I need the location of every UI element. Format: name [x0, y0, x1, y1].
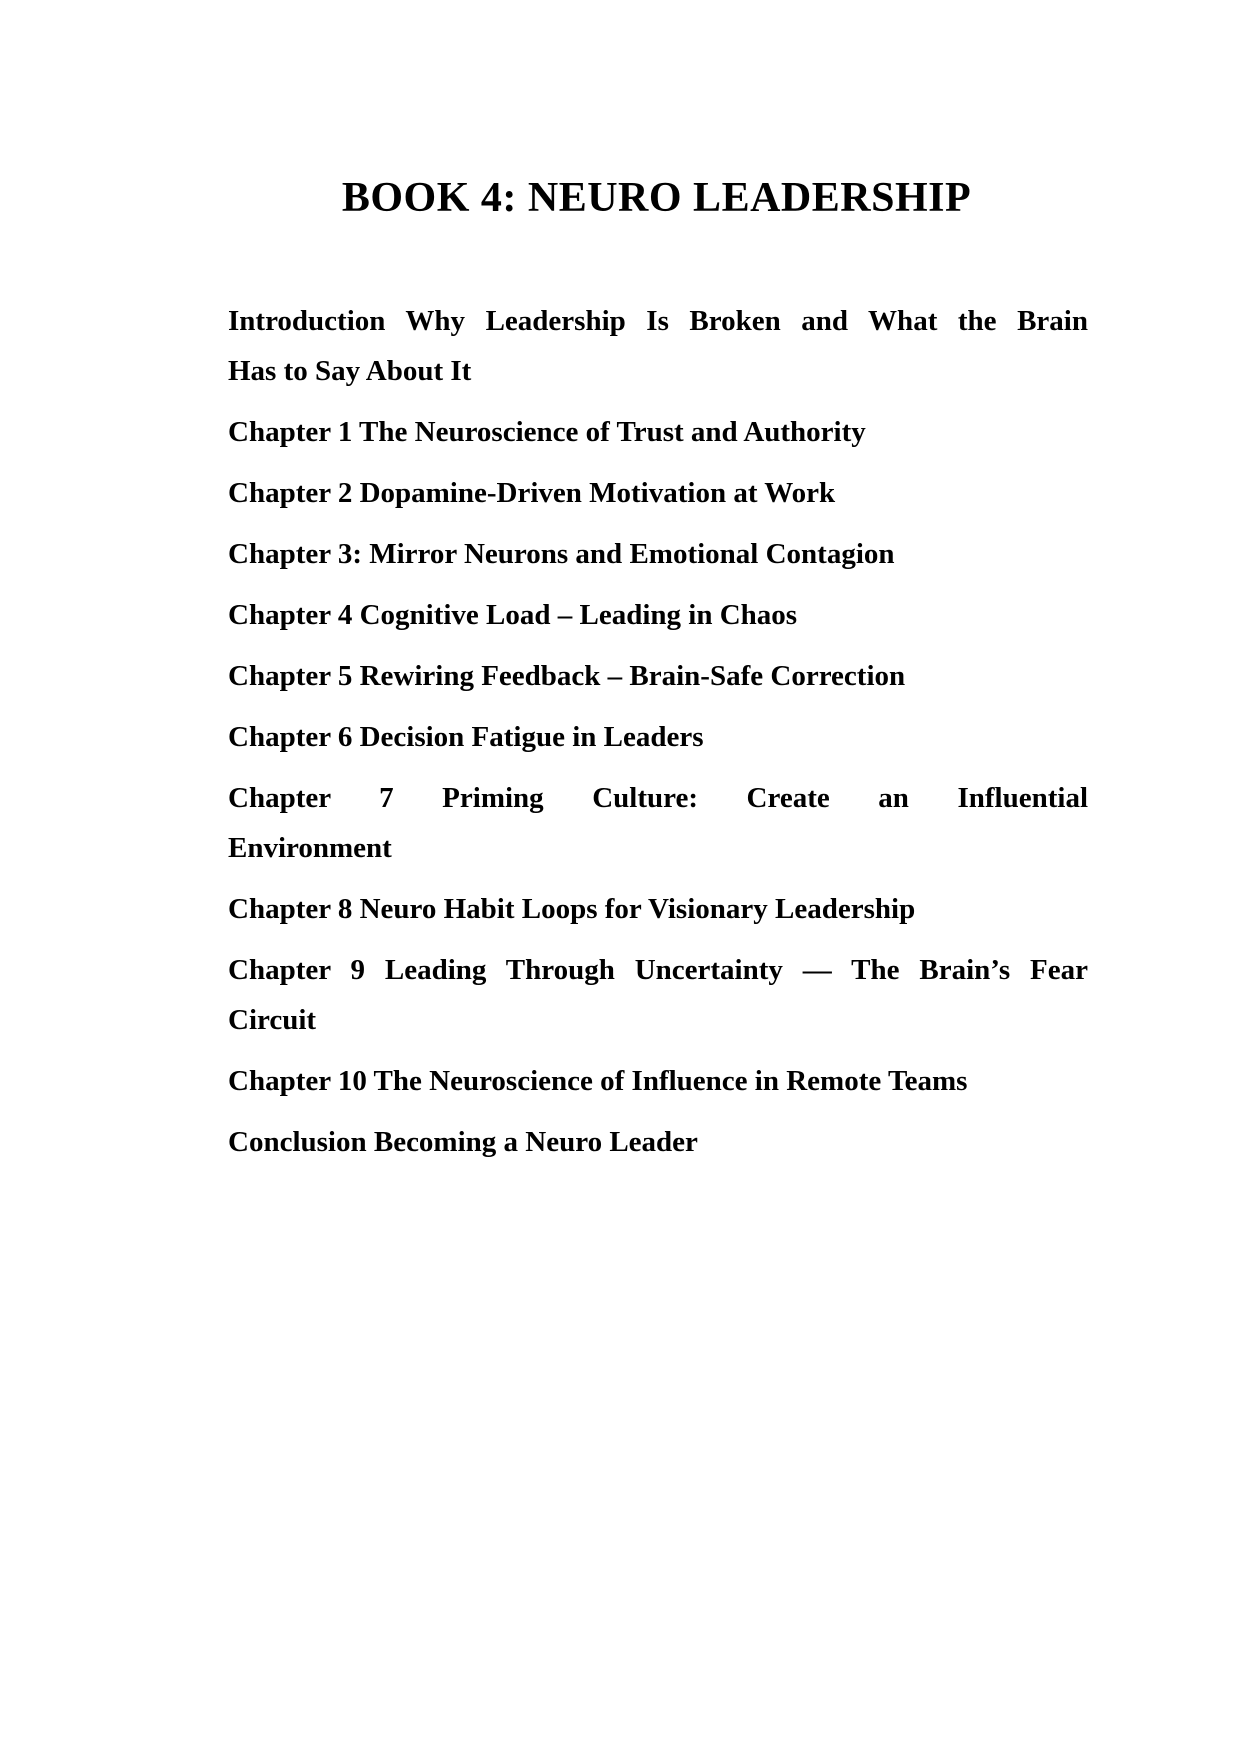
toc-line: Chapter 7 Priming Culture: Create an Influential — [228, 782, 1088, 814]
toc-entry — [228, 712, 1088, 762]
toc-line: Chapter 4 Cognitive Load – Leading in Chaos — [228, 599, 798, 631]
toc-entry — [228, 590, 1088, 640]
toc-line: Environment — [228, 832, 392, 864]
toc-entry — [228, 945, 1088, 1045]
toc-entry — [228, 1117, 1088, 1167]
toc-entry — [228, 296, 1088, 396]
toc-entry — [228, 773, 1088, 873]
toc-line: Chapter 2 Dopamine-Driven Motivation at Work — [228, 477, 836, 509]
toc-entry — [228, 651, 1088, 701]
page-title: BOOK 4: NEURO LEADERSHIP — [341, 175, 972, 221]
table-of-contents — [228, 296, 1088, 1167]
toc-entry — [228, 468, 1088, 518]
toc-line: Chapter 6 Decision Fatigue in Leaders — [228, 721, 704, 753]
toc-entry — [228, 529, 1088, 579]
toc-line: Chapter 9 Leading Through Uncertainty — The Brain’s Fear — [228, 954, 1088, 986]
toc-entry — [228, 407, 1088, 457]
toc-line: Has to Say About It — [228, 355, 472, 387]
toc-entry — [228, 884, 1088, 934]
toc-entry — [228, 1056, 1088, 1106]
toc-line: Chapter 5 Rewiring Feedback – Brain-Safe Correction — [228, 660, 906, 692]
toc-line: Conclusion Becoming a Neuro Leader — [228, 1126, 698, 1158]
toc-line: Circuit — [228, 1004, 317, 1036]
toc-line: Chapter 10 The Neuroscience of Influence in Remote Teams — [228, 1065, 968, 1097]
toc-line: Introduction Why Leadership Is Broken and What the Brain — [228, 305, 1088, 337]
toc-line: Chapter 1 The Neuroscience of Trust and Authority — [228, 416, 866, 448]
toc-line: Chapter 8 Neuro Habit Loops for Visionary Leadership — [228, 893, 916, 925]
toc-line: Chapter 3: Mirror Neurons and Emotional Contagion — [228, 538, 895, 570]
